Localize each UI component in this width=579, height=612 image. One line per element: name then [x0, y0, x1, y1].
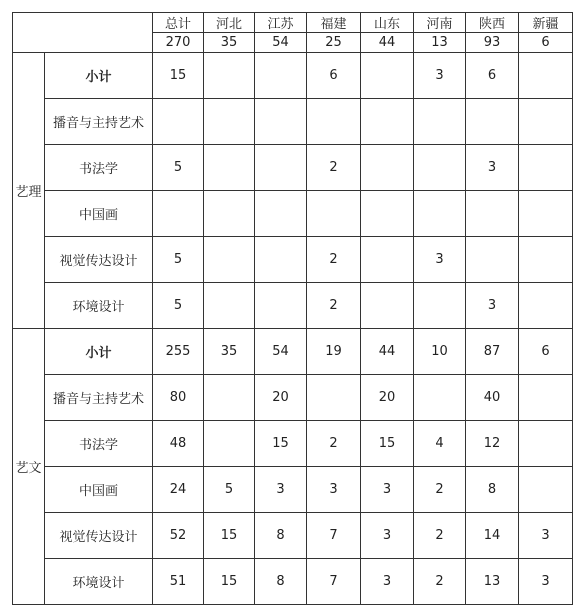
total-cell: 6 — [519, 33, 573, 53]
province-header-cell: 总计 — [153, 13, 204, 33]
quota-cell — [204, 99, 255, 145]
quota-cell — [519, 99, 573, 145]
quota-cell: 7 — [307, 559, 361, 605]
table-row — [13, 283, 573, 329]
quota-cell: 3 — [414, 237, 466, 283]
quota-cell — [519, 237, 573, 283]
quota-cell: 3 — [466, 283, 519, 329]
quota-cell — [414, 375, 466, 421]
quota-cell: 51 — [153, 559, 204, 605]
major-name: 视觉传达设计 — [45, 237, 153, 283]
quota-cell — [519, 375, 573, 421]
quota-cell — [255, 191, 307, 237]
quota-cell — [519, 421, 573, 467]
quota-cell — [361, 283, 414, 329]
quota-cell — [204, 375, 255, 421]
quota-cell: 87 — [466, 329, 519, 375]
quota-cell: 7 — [307, 513, 361, 559]
quota-cell: 3 — [361, 467, 414, 513]
total-cell: 44 — [361, 33, 414, 53]
quota-cell: 5 — [153, 283, 204, 329]
major-name: 中国画 — [45, 191, 153, 237]
quota-cell: 3 — [414, 53, 466, 99]
quota-cell — [414, 283, 466, 329]
major-name: 视觉传达设计 — [45, 513, 153, 559]
major-name: 书法学 — [45, 145, 153, 191]
quota-cell: 35 — [204, 329, 255, 375]
group-label: 艺理 — [13, 53, 45, 329]
total-cell: 93 — [466, 33, 519, 53]
quota-cell — [255, 237, 307, 283]
quota-cell — [466, 191, 519, 237]
quota-cell: 2 — [307, 145, 361, 191]
quota-cell: 48 — [153, 421, 204, 467]
quota-cell: 20 — [255, 375, 307, 421]
quota-cell: 20 — [361, 375, 414, 421]
quota-cell — [204, 191, 255, 237]
quota-cell — [307, 99, 361, 145]
quota-cell: 4 — [414, 421, 466, 467]
table-row — [13, 421, 573, 467]
table-row — [13, 237, 573, 283]
quota-cell: 3 — [519, 513, 573, 559]
quota-cell — [204, 283, 255, 329]
quota-cell: 255 — [153, 329, 204, 375]
quota-cell — [307, 375, 361, 421]
quota-cell — [204, 53, 255, 99]
quota-cell: 52 — [153, 513, 204, 559]
quota-cell: 2 — [414, 467, 466, 513]
quota-cell: 44 — [361, 329, 414, 375]
province-header-cell: 河南 — [414, 13, 466, 33]
table-row — [13, 467, 573, 513]
quota-cell — [255, 145, 307, 191]
table-row — [13, 513, 573, 559]
province-header-cell: 江苏 — [255, 13, 307, 33]
enrollment-plan-table — [12, 12, 573, 605]
quota-cell: 3 — [361, 513, 414, 559]
total-cell: 25 — [307, 33, 361, 53]
quota-cell — [414, 145, 466, 191]
quota-cell: 6 — [466, 53, 519, 99]
quota-cell — [255, 283, 307, 329]
total-cell: 13 — [414, 33, 466, 53]
quota-cell: 3 — [361, 559, 414, 605]
quota-cell: 2 — [307, 421, 361, 467]
quota-cell — [361, 53, 414, 99]
quota-cell — [466, 99, 519, 145]
quota-cell: 8 — [255, 513, 307, 559]
quota-cell — [361, 99, 414, 145]
table-row — [13, 99, 573, 145]
table-row — [13, 53, 573, 99]
quota-cell: 5 — [153, 145, 204, 191]
quota-cell: 15 — [153, 53, 204, 99]
quota-cell — [153, 99, 204, 145]
quota-cell: 3 — [255, 467, 307, 513]
quota-cell — [519, 467, 573, 513]
quota-cell: 6 — [519, 329, 573, 375]
quota-cell: 80 — [153, 375, 204, 421]
quota-cell: 3 — [307, 467, 361, 513]
quota-cell: 19 — [307, 329, 361, 375]
quota-cell — [153, 191, 204, 237]
quota-cell: 15 — [361, 421, 414, 467]
quota-cell: 15 — [255, 421, 307, 467]
quota-cell — [414, 99, 466, 145]
quota-cell: 5 — [153, 237, 204, 283]
quota-cell — [466, 237, 519, 283]
province-header-cell: 山东 — [361, 13, 414, 33]
table-row — [13, 145, 573, 191]
quota-cell — [307, 191, 361, 237]
quota-cell: 5 — [204, 467, 255, 513]
quota-cell — [255, 99, 307, 145]
major-name: 环境设计 — [45, 559, 153, 605]
quota-cell — [204, 237, 255, 283]
quota-cell: 40 — [466, 375, 519, 421]
table-row — [13, 559, 573, 605]
quota-cell: 2 — [414, 559, 466, 605]
quota-cell — [255, 53, 307, 99]
table-row — [13, 329, 573, 375]
quota-cell: 6 — [307, 53, 361, 99]
major-name: 中国画 — [45, 467, 153, 513]
quota-cell: 54 — [255, 329, 307, 375]
quota-cell — [204, 421, 255, 467]
quota-cell: 13 — [466, 559, 519, 605]
quota-cell: 14 — [466, 513, 519, 559]
quota-cell — [519, 191, 573, 237]
group-label: 艺文 — [13, 329, 45, 605]
quota-cell: 3 — [466, 145, 519, 191]
table-row — [13, 191, 573, 237]
quota-cell — [414, 191, 466, 237]
quota-cell — [519, 53, 573, 99]
quota-cell — [204, 145, 255, 191]
quota-cell: 10 — [414, 329, 466, 375]
quota-cell — [519, 145, 573, 191]
total-cell: 270 — [153, 33, 204, 53]
major-name: 播音与主持艺术 — [45, 99, 153, 145]
subtotal-label: 小计 — [45, 53, 153, 99]
quota-cell — [519, 283, 573, 329]
quota-cell: 2 — [307, 283, 361, 329]
table-row — [13, 375, 573, 421]
province-header-cell: 陕西 — [466, 13, 519, 33]
quota-cell — [361, 237, 414, 283]
quota-cell: 2 — [307, 237, 361, 283]
subtotal-label: 小计 — [45, 329, 153, 375]
major-name: 播音与主持艺术 — [45, 375, 153, 421]
quota-cell: 15 — [204, 513, 255, 559]
province-header-row — [13, 13, 573, 33]
quota-cell: 15 — [204, 559, 255, 605]
quota-cell: 12 — [466, 421, 519, 467]
major-name: 环境设计 — [45, 283, 153, 329]
province-header-cell: 福建 — [307, 13, 361, 33]
quota-cell: 3 — [519, 559, 573, 605]
quota-cell: 24 — [153, 467, 204, 513]
quota-cell — [361, 145, 414, 191]
total-cell: 35 — [204, 33, 255, 53]
province-header-cell: 新疆 — [519, 13, 573, 33]
total-cell: 54 — [255, 33, 307, 53]
quota-cell — [361, 191, 414, 237]
quota-cell: 8 — [466, 467, 519, 513]
quota-cell: 8 — [255, 559, 307, 605]
major-name: 书法学 — [45, 421, 153, 467]
corner-cell — [13, 13, 153, 53]
quota-cell: 2 — [414, 513, 466, 559]
province-header-cell: 河北 — [204, 13, 255, 33]
